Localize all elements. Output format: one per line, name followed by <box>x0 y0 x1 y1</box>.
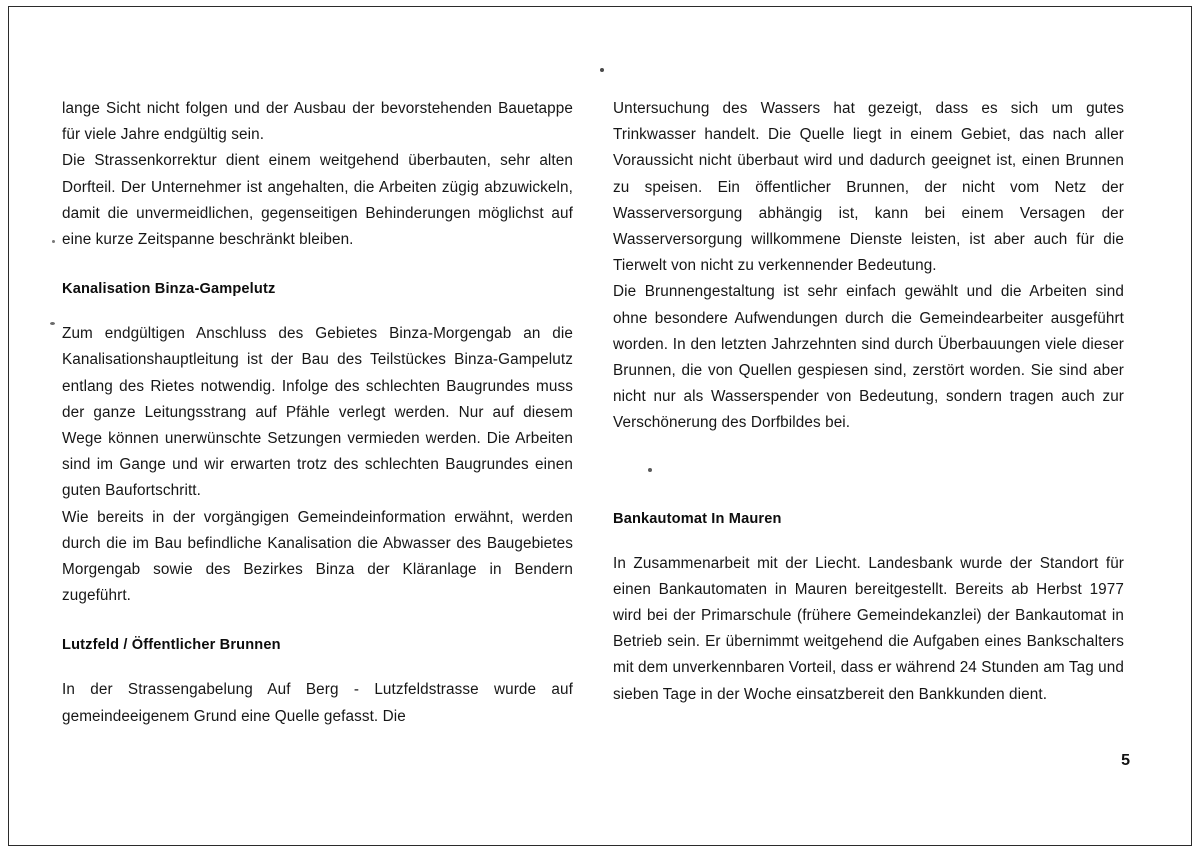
spacer <box>62 609 573 637</box>
spacer <box>62 653 573 677</box>
paragraph: Untersuchung des Wassers hat gezeigt, dass es sich um gutes Trinkwasser handelt. Die Quelle liegt in einem Gebiet, das nach aller Voraussicht nicht überbaut wird und dadurch geeignet ist, einen Brunnen zu speisen. Ein öffentlicher Brunnen, der nicht vom Netz der Wasserversorgung abhängig ist, kann bei einem Versagen der Wasserversorgung willkommene Dienste leisten, ist aber auch für die Tierwelt von nicht zu verkennender Bedeutung. <box>613 100 1124 275</box>
scan-speck-icon <box>50 322 55 325</box>
paragraph: Die Strassenkorrektur dient einem weitgehend überbauten, sehr alten Dorfteil. Der Unternehmer ist angehalten, die Arbeiten zügig abzuwickeln, damit die unvermeidlichen, gegenseitigen Behinderungen möglichst auf eine kurze Zeitspanne beschränkt bleiben. <box>62 152 573 249</box>
paragraph: Zum endgültigen Anschluss des Gebietes Binza-Morgengab an die Kanalisationshauptleitung ist der Bau des Teilstückes Binza-Gampelutz entlang des Rietes notwendig. Infolge des schlechten Baugrundes muss der ganze Leitungsstrang auf Pfähle verlegt werden. Nur auf diesem Wege können unerwünschte Setzungen vermieden werden. Die Arbeiten sind im Gange und wir erwarten trotz des schlechten Baugrundes einen guten Baufortschritt. <box>62 325 573 500</box>
spacer <box>62 297 573 321</box>
section-heading-kanalisation: Kanalisation Binza-Gampelutz <box>62 281 276 298</box>
left-column <box>62 96 573 730</box>
spacer <box>62 253 573 281</box>
right-column <box>613 96 1124 730</box>
paragraph: lange Sicht nicht folgen und der Ausbau der bevorstehenden Bauetappe für viele Jahre endgültig sein. <box>62 100 573 144</box>
paragraph: Wie bereits in der vorgängigen Gemeindeinformation erwähnt, werden durch die im Bau befindliche Kanalisation die Abwasser des Baugebietes Morgengab sowie des Bezirkes Binza der Kläranlage in Bendern zugeführt. <box>62 508 573 605</box>
paragraph: In der Strassengabelung Auf Berg - Lutzfeldstrasse wurde auf gemeindeeigenem Grund eine Quelle gefasst. Die <box>62 681 573 725</box>
spacer <box>613 437 1124 511</box>
page-content <box>62 96 1124 730</box>
scan-speck-icon <box>52 240 55 243</box>
page-number: 5 <box>1121 752 1130 769</box>
scan-speck-icon <box>600 68 604 72</box>
section-heading-bankautomat: Bankautomat In Mauren <box>613 510 782 527</box>
section-heading-lutzfeld: Lutzfeld / Öffentlicher Brunnen <box>62 637 281 654</box>
paragraph: In Zusammenarbeit mit der Liecht. Landesbank wurde der Standort für einen Bankautomaten in Mauren bereitgestellt. Bereits ab Herbst 1977 wird bei der Primarschule (frühere Gemeindekanzlei) der Bankautomat in Betrieb sein. Er übernimmt weitgehend die Aufgaben eines Bankschalters mit dem unverkennbaren Vorteil, dass er während 24 Stunden am Tag und sieben Tage in der Woche einsatzbereit den Bankkunden dient. <box>613 554 1124 703</box>
paragraph: Die Brunnengestaltung ist sehr einfach gewählt und die Arbeiten sind ohne besondere Aufwendungen durch die Gemeindearbeiter ausgeführt worden. In den letzten Jahrzehnten sind durch Überbauungen viele dieser Brunnen, die von Quellen gespiesen sind, zerstört worden. Sie sind aber nicht nur als Wasserspender von Bedeutung, sondern tragen auch zur Verschönerung des Dorfbildes bei. <box>613 283 1124 432</box>
spacer <box>613 527 1124 551</box>
